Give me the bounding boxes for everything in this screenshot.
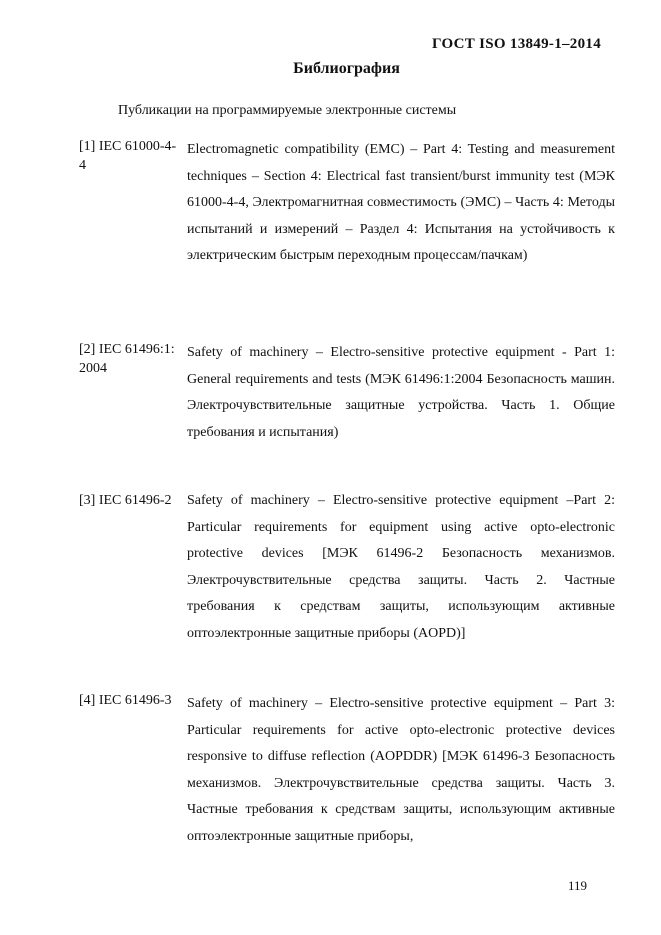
entry-description: Safety of machinery – Electro-sensitive protective equipment - Part 1: General requirements and tests (МЭК 61496:1:2004 Безопасность машин. Электрочувствительные защитные устройства. Часть 1. Общие требования и испытания): [187, 345, 615, 440]
entry-reference: [3] IEC 61496-2: [79, 493, 172, 508]
entry-reference: [4] IEC 61496-3: [79, 693, 172, 708]
entry-reference: [2] IEC 61496:1:2004: [79, 342, 175, 376]
entry-reference: [1] IEC 61000-4-4: [79, 139, 177, 173]
page-number: 119: [567, 878, 587, 893]
section-subtitle: Публикации на программируемые электронные системы: [118, 103, 457, 118]
page-title: Библиография: [293, 60, 400, 77]
entry-description: Safety of machinery – Electro-sensitive protective equipment –Part 2: Particular requirements for equipment using active opto-electronic protective devices [МЭК 61496-2 Безопасность механизмов. Электрочувствительные средства защиты. Часть 2. Частные требования к средствам защиты, использующим активные оптоэлектронные защитные приборы (AOPD)]: [187, 493, 615, 641]
document-header: ГОСТ ISO 13849-1–2014: [432, 36, 601, 52]
entry-description: Safety of machinery – Electro-sensitive protective equipment – Part 3: Particular requirements for active opto-electronic protective devices responsive to diffuse reflection (AOPDDR) [МЭК 61496-3 Безопасность механизмов. Электрочувствительные средства защиты. Часть 3. Частные требования к средствам защиты, использующим активные оптоэлектронные защитные приборы,: [187, 696, 615, 844]
entry-description: Electromagnetic compatibility (EMC) – Part 4: Testing and measurement techniques – Section 4: Electrical fast transient/burst immunity test (МЭК 61000-4-4, Электромагнитная совместимость (ЭМС) – Часть 4: Методы испытаний и измерений – Раздел 4: Испытания на устойчивость к электрическим быстрым переходным процессам/пачкам): [187, 142, 615, 263]
